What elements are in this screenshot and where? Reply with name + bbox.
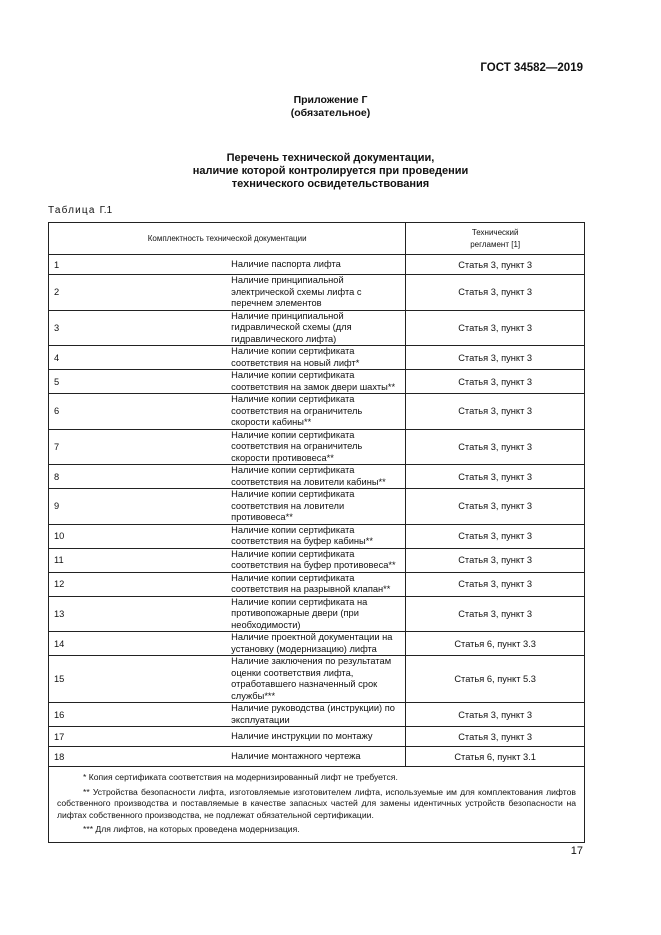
row-regulation-ref: Статья 3, пункт 3	[406, 596, 585, 632]
row-document: Наличие паспорта лифта	[227, 255, 406, 275]
row-document: Наличие руководства (инструкции) по эксплуатации	[227, 703, 406, 727]
table-notes	[49, 767, 585, 843]
table-caption	[48, 205, 112, 216]
row-number: 14	[49, 632, 228, 656]
row-regulation-ref: Статья 3, пункт 3	[406, 429, 585, 465]
table-row	[49, 747, 585, 767]
row-number: 3	[49, 310, 228, 346]
note-1: * Копия сертификата соответствия на модернизированный лифт не требуется.	[83, 772, 398, 782]
annex-heading	[0, 94, 661, 120]
column-header-documentation: Комплектность технической документации	[49, 223, 406, 255]
note-3: *** Для лифтов, на которых проведена модернизация.	[83, 824, 300, 834]
row-document: Наличие копии сертификата соответствия на ловители противовеса**	[227, 489, 406, 525]
row-document: Наличие копии сертификата на противопожарные двери (при необходимости)	[227, 596, 406, 632]
column-header-regulation	[406, 223, 585, 255]
table-row	[49, 465, 585, 489]
row-document: Наличие копии сертификата соответствия на разрывной клапан**	[227, 572, 406, 596]
row-number: 7	[49, 429, 228, 465]
row-number: 5	[49, 370, 228, 394]
row-regulation-ref: Статья 6, пункт 3.1	[406, 747, 585, 767]
table-row	[49, 572, 585, 596]
row-document: Наличие проектной документации на установку (модернизацию) лифта	[227, 632, 406, 656]
row-number: 17	[49, 727, 228, 747]
note-2: ** Устройства безопасности лифта, изготовляемые изготовителем лифта, используемые им для комплектования лифтов собственного производства и поставляемые в качестве запасных частей для замены идентичных устройств безопасности на лифтах собственного производства, не подлежат обязательной сертификации.	[57, 786, 576, 820]
table-body	[49, 255, 585, 767]
row-regulation-ref: Статья 6, пункт 3.3	[406, 632, 585, 656]
annex-title: Приложение Г	[293, 94, 368, 106]
row-number: 15	[49, 656, 228, 703]
documentation-table-container	[48, 222, 585, 843]
row-document: Наличие копии сертификата соответствия на буфер кабины**	[227, 524, 406, 548]
row-regulation-ref: Статья 3, пункт 3	[406, 346, 585, 370]
row-regulation-ref: Статья 6, пункт 5.3	[406, 656, 585, 703]
row-document: Наличие заключения по результатам оценки соответствия лифта, отработавшего назначенный срок службы***	[227, 656, 406, 703]
table-row	[49, 489, 585, 525]
row-number: 13	[49, 596, 228, 632]
row-document: Наличие копии сертификата соответствия на ловители кабины**	[227, 465, 406, 489]
table-row	[49, 275, 585, 311]
row-number: 11	[49, 548, 228, 572]
row-number: 10	[49, 524, 228, 548]
row-number: 16	[49, 703, 228, 727]
documentation-table	[48, 222, 585, 843]
table-row	[49, 596, 585, 632]
table-row	[49, 429, 585, 465]
row-document: Наличие копии сертификата соответствия на буфер противовеса**	[227, 548, 406, 572]
row-regulation-ref: Статья 3, пункт 3	[406, 394, 585, 430]
row-regulation-ref: Статья 3, пункт 3	[406, 255, 585, 275]
table-row	[49, 346, 585, 370]
table-row	[49, 727, 585, 747]
row-document: Наличие принципиальной электрической схемы лифта с перечнем элементов	[227, 275, 406, 311]
row-regulation-ref: Статья 3, пункт 3	[406, 465, 585, 489]
table-row	[49, 656, 585, 703]
table-row	[49, 632, 585, 656]
table-row	[49, 310, 585, 346]
row-regulation-ref: Статья 3, пункт 3	[406, 489, 585, 525]
table-row	[49, 703, 585, 727]
table-caption-prefix: Таблица	[48, 205, 96, 216]
row-document: Наличие монтажного чертежа	[227, 747, 406, 767]
row-number: 1	[49, 255, 228, 275]
row-document: Наличие копии сертификата соответствия на замок двери шахты**	[227, 370, 406, 394]
row-document: Наличие копии сертификата соответствия на новый лифт*	[227, 346, 406, 370]
column-header-regulation-line1: Технический	[471, 227, 519, 237]
page-number: 17	[570, 845, 583, 857]
standard-number: ГОСТ 34582—2019	[480, 62, 583, 74]
row-number: 4	[49, 346, 228, 370]
row-regulation-ref: Статья 3, пункт 3	[406, 572, 585, 596]
row-document: Наличие принципиальной гидравлической схемы (для гидравлического лифта)	[227, 310, 406, 346]
row-regulation-ref: Статья 3, пункт 3	[406, 370, 585, 394]
row-document: Наличие копии сертификата соответствия на ограничитель скорости кабины**	[227, 394, 406, 430]
table-header-row	[49, 223, 585, 255]
row-regulation-ref: Статья 3, пункт 3	[406, 703, 585, 727]
table-row	[49, 370, 585, 394]
table-row	[49, 394, 585, 430]
table-row	[49, 524, 585, 548]
table-row	[49, 548, 585, 572]
document-title	[0, 152, 661, 191]
row-regulation-ref: Статья 3, пункт 3	[406, 548, 585, 572]
title-line: Перечень технической документации,	[226, 152, 435, 164]
row-number: 6	[49, 394, 228, 430]
row-number: 9	[49, 489, 228, 525]
title-line: технического освидетельствования	[231, 178, 430, 190]
row-regulation-ref: Статья 3, пункт 3	[406, 275, 585, 311]
row-number: 8	[49, 465, 228, 489]
row-number: 2	[49, 275, 228, 311]
annex-status: (обязательное)	[290, 107, 371, 119]
row-number: 12	[49, 572, 228, 596]
notes-row	[49, 767, 585, 843]
row-regulation-ref: Статья 3, пункт 3	[406, 524, 585, 548]
row-regulation-ref: Статья 3, пункт 3	[406, 310, 585, 346]
title-line: наличие которой контролируется при проведении	[192, 165, 469, 177]
row-document: Наличие инструкции по монтажу	[227, 727, 406, 747]
row-number: 18	[49, 747, 228, 767]
row-document: Наличие копии сертификата соответствия на ограничитель скорости противовеса**	[227, 429, 406, 465]
column-header-regulation-line2: регламент [1]	[470, 239, 521, 249]
table-caption-number: Г.1	[99, 205, 113, 216]
table-row	[49, 255, 585, 275]
row-regulation-ref: Статья 3, пункт 3	[406, 727, 585, 747]
